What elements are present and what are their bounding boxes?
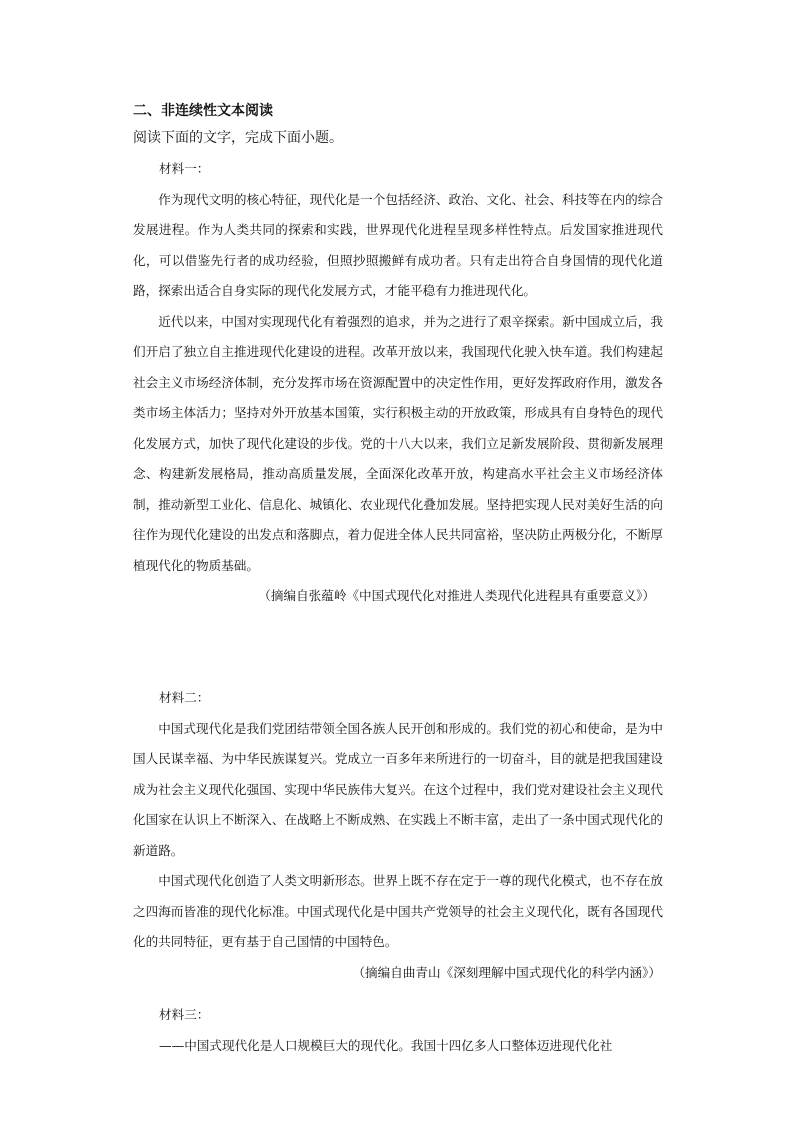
section-title: 二、非连续性文本阅读 bbox=[133, 103, 273, 119]
material-three bbox=[133, 1000, 663, 1061]
material-paragraph: 中国式现代化创造了人类文明新形态。世界上既不存在定于一尊的现代化模式，也不存在放之四海而皆准的现代化标准。中国式现代化是中国共产党领导的社会主义现代化，既有各国现代化的共同特征，更有基于自己国情的中国特色。 bbox=[133, 873, 663, 949]
material-label: 材料三： bbox=[159, 1007, 210, 1022]
material-one bbox=[133, 154, 663, 612]
material-two bbox=[133, 683, 663, 988]
material-source: （摘编自曲青山《深刻理解中国式现代化的科学内涵》） bbox=[352, 964, 661, 980]
material-paragraph: 近代以来，中国对实现现代化有着强烈的追求，并为之进行了艰辛探索。新中国成立后，我们开启了独立自主推进现代化建设的进程。改革开放以来，我国现代化驶入快车道。我们构建起社会主义市场经济体制，充分发挥市场在资源配置中的决定性作用，更好发挥政府作用，激发各类市场主体活力；坚持对外开放基本国策，实行积极主动的开放政策，形成具有自身特色的现代化发展方式，加快了现代化建设的步伐。党的十八大以来，我们立足新发展阶段、贯彻新发展理念、构建新发展格局，推动高质量发展，全面深化改革开放，构建高水平社会主义市场经济体制，推动新型工业化、信息化、城镇化、农业现代化叠加发展。坚持把实现人民对美好生活的向往作为现代化建设的出发点和落脚点，着力促进全体人民共同富裕，坚决防止两极分化，不断厚植现代化的物质基础。 bbox=[133, 313, 663, 573]
reading-instruction: 阅读下面的文字，完成下面小题。 bbox=[133, 130, 343, 146]
material-label: 材料一： bbox=[159, 161, 210, 176]
material-paragraph: 中国式现代化是我们党团结带领全国各族人民开创和形成的。我们党的初心和使命，是为中国人民谋幸福、为中华民族谋复兴。党成立一百多年来所进行的一切奋斗，目的就是把我国建设成为社会主义现代化强国、实现中华民族伟大复兴。在这个过程中，我们党对建设社会主义现代化国家在认识上不断深入、在战略上不断成熟、在实践上不断丰富，走出了一条中国式现代化的新道路。 bbox=[133, 720, 663, 858]
material-paragraph: ——中国式现代化是人口规模巨大的现代化。我国十四亿多人口整体迈进现代化社 bbox=[159, 1037, 613, 1053]
material-label: 材料二： bbox=[159, 690, 210, 705]
material-source: （摘编自张蕴岭《中国式现代化对推进人类现代化进程具有重要意义》） bbox=[258, 588, 655, 603]
material-paragraph: 作为现代文明的核心特征，现代化是一个包括经济、政治、文化、社会、科技等在内的综合发展进程。作为人类共同的探索和实践，世界现代化进程呈现多样性特点。后发国家推进现代化，可以借鉴先行者的成功经验，但照抄照搬鲜有成功者。只有走出符合自身国情的现代化道路，探索出适合自身实际的现代化发展方式，才能平稳有力推进现代化。 bbox=[133, 191, 663, 298]
